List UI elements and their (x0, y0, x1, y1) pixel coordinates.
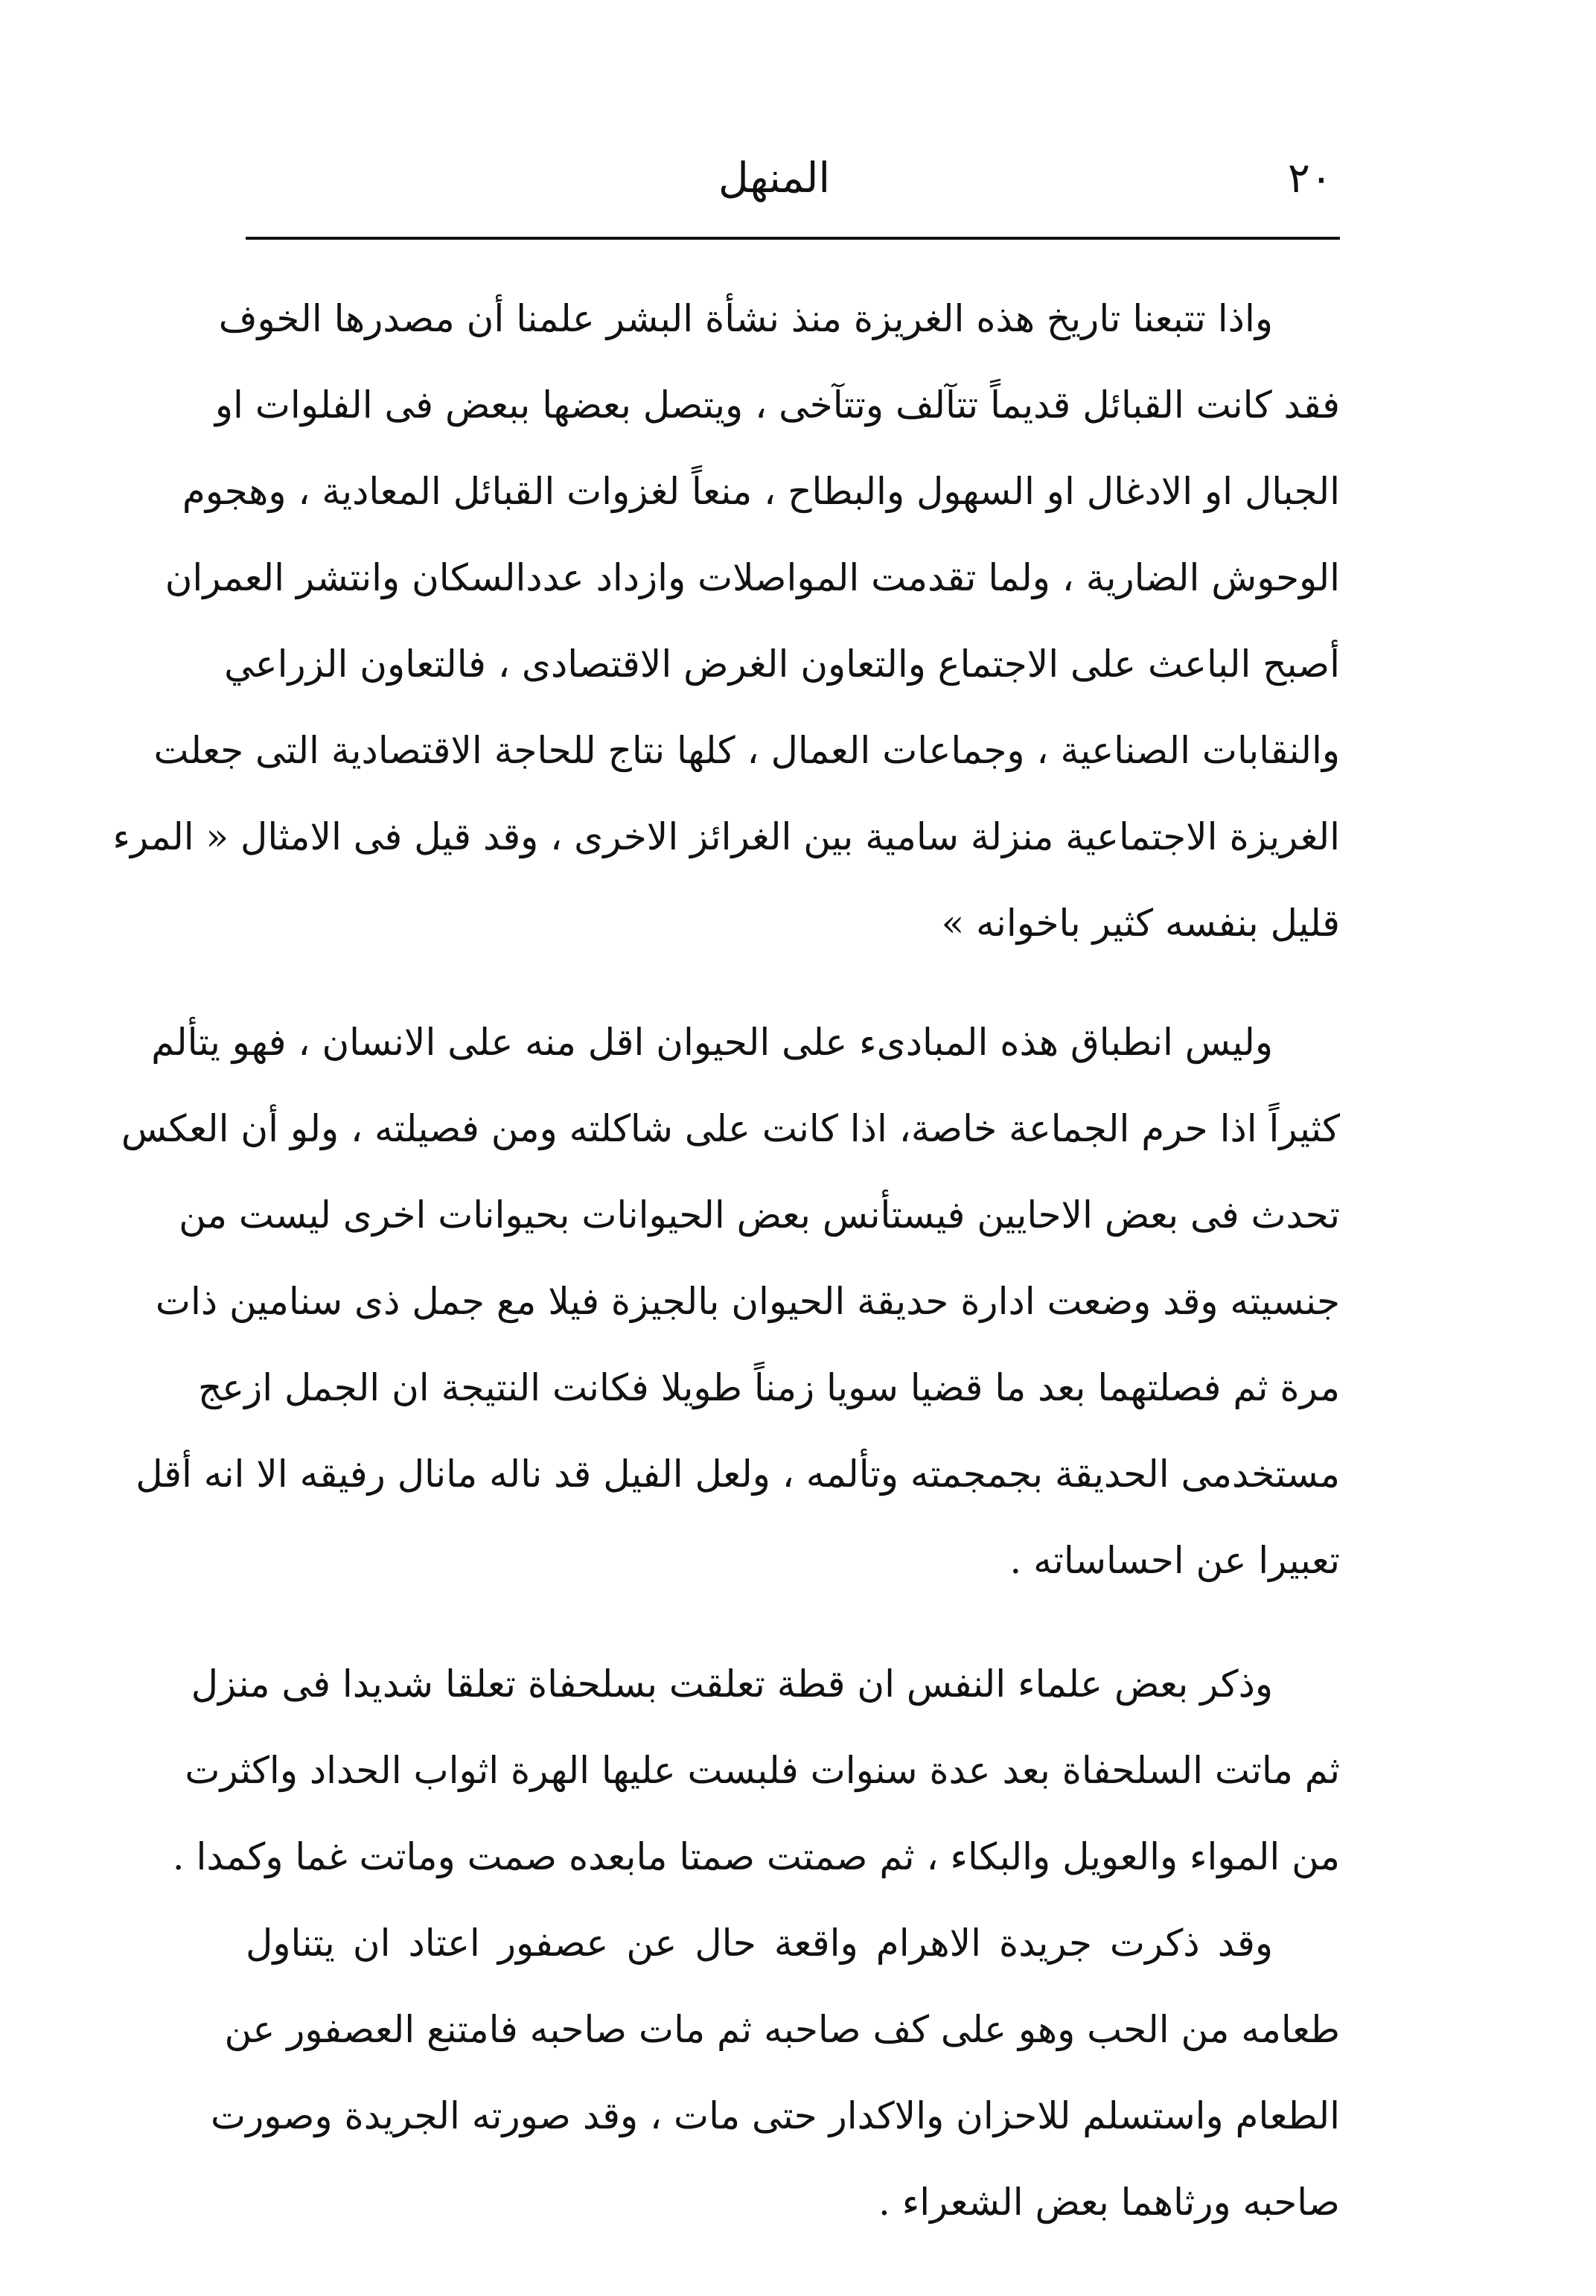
text-line: ثم ماتت السلحفاة بعد عدة سنوات فلبست عليها الهرة اثواب الحداد واكثرت (185, 1749, 1340, 1792)
page-title: المنهل (718, 154, 831, 203)
text-line: أصبح الباعث على الاجتماع والتعاون الغرض الاقتصادى ، فالتعاون الزراعي (224, 642, 1340, 686)
text-line: من المواء والعويل والبكاء ، ثم صمتت صمتا مابعده صمت وماتت غما وكمدا . (172, 1835, 1340, 1878)
text-line: الطعام واستسلم للاحزان والاكدار حتى مات ، وقد صورته الجريدة وصورت (211, 2094, 1340, 2137)
text-line: والنقابات الصناعية ، وجماعات العمال ، كلها نتاج للحاجة الاقتصادية التى جعلت (153, 729, 1340, 772)
text-line: صاحبه ورثاهما بعض الشعراء . (878, 2181, 1340, 2224)
text-line: طعامه من الحب وهو على كف صاحبه ثم مات صاحبه فامتنع العصفور عن (224, 2008, 1340, 2051)
text-line: تعبيرا عن احساساته . (1009, 1539, 1340, 1582)
text-line: كثيراً اذا حرم الجماعة خاصة، اذا كانت على شاكلته ومن فصيلته ، ولو أن العكس (121, 1107, 1340, 1150)
text-line: مستخدمى الحديقة بجمجمته وتألمه ، ولعل الفيل قد ناله مانال رفيقه الا انه أقل (135, 1452, 1340, 1496)
paragraph-3 (172, 1641, 1340, 1900)
text-line: وقد ذكرت جريدة الاهرام واقعة حال عن عصفور اعتاد ان يتناول (246, 1922, 1273, 1965)
paragraph-2 (121, 999, 1340, 1604)
paragraph-1 (112, 275, 1340, 966)
body-text (112, 275, 1340, 2245)
text-line: الجبال او الادغال او السهول والبطاح ، منعاً لغزوات القبائل المعادية ، وهجوم (182, 470, 1340, 513)
text-line: وذكر بعض علماء النفس ان قطة تعلقت بسلحفاة تعلقا شديدا فى منزل (191, 1662, 1273, 1706)
text-line: فقد كانت القبائل قديماً تتآلف وتتآخى ، ويتصل بعضها ببعض فى الفلوات او (214, 383, 1340, 427)
header-rule (246, 237, 1340, 240)
text-line: تحدث فى بعض الاحايين فيستأنس بعض الحيوانات بحيوانات اخرى ليست من (179, 1193, 1340, 1237)
text-line: مرة ثم فصلتهما بعد ما قضيا سويا زمناً طويلا فكانت النتيجة ان الجمل ازعج (197, 1366, 1340, 1409)
text-line: جنسيته وقد وضعت ادارة حديقة الحيوان بالجيزة فيلا مع جمل ذى سنامين ذات (155, 1280, 1340, 1323)
text-line: وليس انطباق هذه المبادىء على الحيوان اقل منه على الانسان ، فهو يتألم (151, 1021, 1273, 1064)
text-line: الغريزة الاجتماعية منزلة سامية بين الغرائز الاخرى ، وقد قيل فى الامثال « المرء (112, 815, 1340, 858)
text-line: الوحوش الضارية ، ولما تقدمت المواصلات وازداد عددالسكان وانتشر العمران (165, 556, 1340, 599)
text-line: واذا تتبعنا تاريخ هذه الغريزة منذ نشأة البشر علمنا أن مصدرها الخوف (218, 297, 1273, 340)
paragraph-4 (211, 1900, 1340, 2245)
page-number: ٢٠ (1287, 154, 1332, 203)
text-line: قليل بنفسه كثير باخوانه » (941, 902, 1340, 945)
page-header (246, 145, 1340, 227)
